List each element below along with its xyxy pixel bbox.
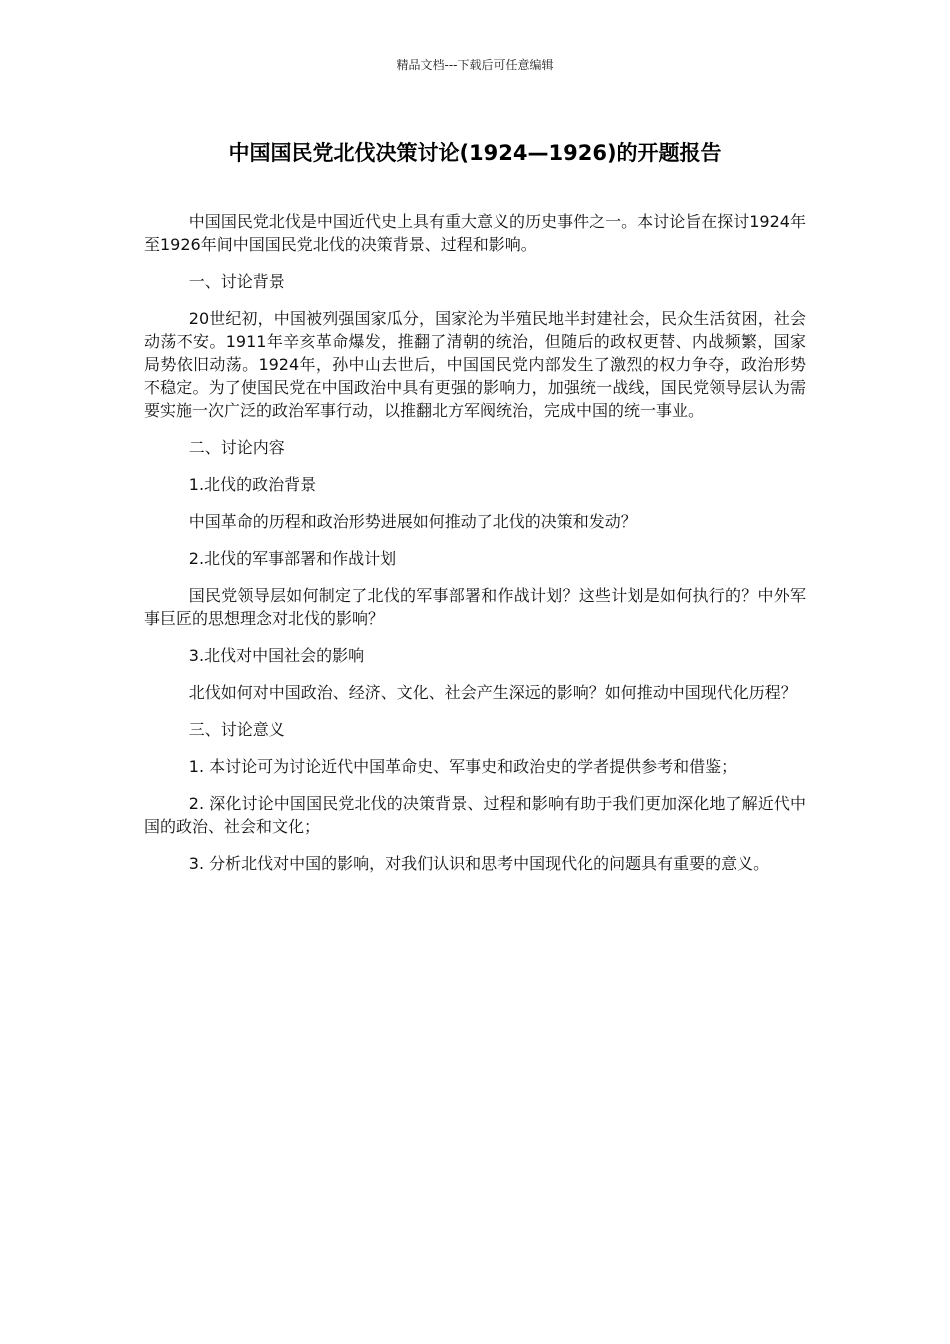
section-heading-background: 一、讨论背景 — [188, 272, 285, 291]
background-paragraph: 20世纪初，中国被列强国家瓜分，国家沦为半殖民地半封建社会，民众生活贫困，社会动荡不安。1911年辛亥革命爆发，推翻了清朝的统治，但随后的政权更替、内战频繁，国家局势依旧动荡。1924年，孙中山去世后，中国国民党内部发生了激烈的权力争夺，政治形势不稳定。为了使国民党在中国政治中具有更强的影响力，加强统一战线，国民党领导层认为需要实施一次广泛的政治军事行动，以推翻北方军阀统治，完成中国的统一事业。 — [144, 309, 806, 420]
document-body — [144, 210, 806, 889]
question-military-plan: 国民党领导层如何制定了北伐的军事部署和作战计划？这些计划是如何执行的？中外军事巨匠的思想理念对北伐的影响？ — [144, 586, 806, 628]
significance-item-1: 1. 本讨论可为讨论近代中国革命史、军事史和政治史的学者提供参考和借鉴； — [188, 757, 738, 776]
subheading-social-impact: 3.北伐对中国社会的影响 — [188, 646, 365, 665]
significance-item-2: 2. 深化讨论中国国民党北伐的决策背景、过程和影响有助于我们更加深化地了解近代中国的政治、社会和文化； — [144, 794, 806, 836]
question-social-impact: 北伐如何对中国政治、经济、文化、社会产生深远的影响？如何推动中国现代化历程？ — [188, 683, 797, 702]
subheading-political-background: 1.北伐的政治背景 — [188, 475, 317, 494]
intro-paragraph: 中国国民党北伐是中国近代史上具有重大意义的历史事件之一。本讨论旨在探讨1924年至1926年间中国国民党北伐的决策背景、过程和影响。 — [144, 212, 806, 254]
section-heading-significance: 三、讨论意义 — [188, 720, 285, 739]
significance-item-3: 3. 分析北伐对中国的影响，对我们认识和思考中国现代化的问题具有重要的意义。 — [188, 854, 770, 873]
question-political-background: 中国革命的历程和政治形势进展如何推动了北伐的决策和发动？ — [188, 512, 637, 531]
document-title: 中国国民党北伐决策讨论(1924—1926)的开题报告 — [228, 141, 722, 165]
section-heading-content: 二、讨论内容 — [188, 438, 285, 457]
header-note: 精品文档---下载后可任意编辑 — [396, 58, 554, 72]
subheading-military-plan: 2.北伐的军事部署和作战计划 — [188, 549, 397, 568]
